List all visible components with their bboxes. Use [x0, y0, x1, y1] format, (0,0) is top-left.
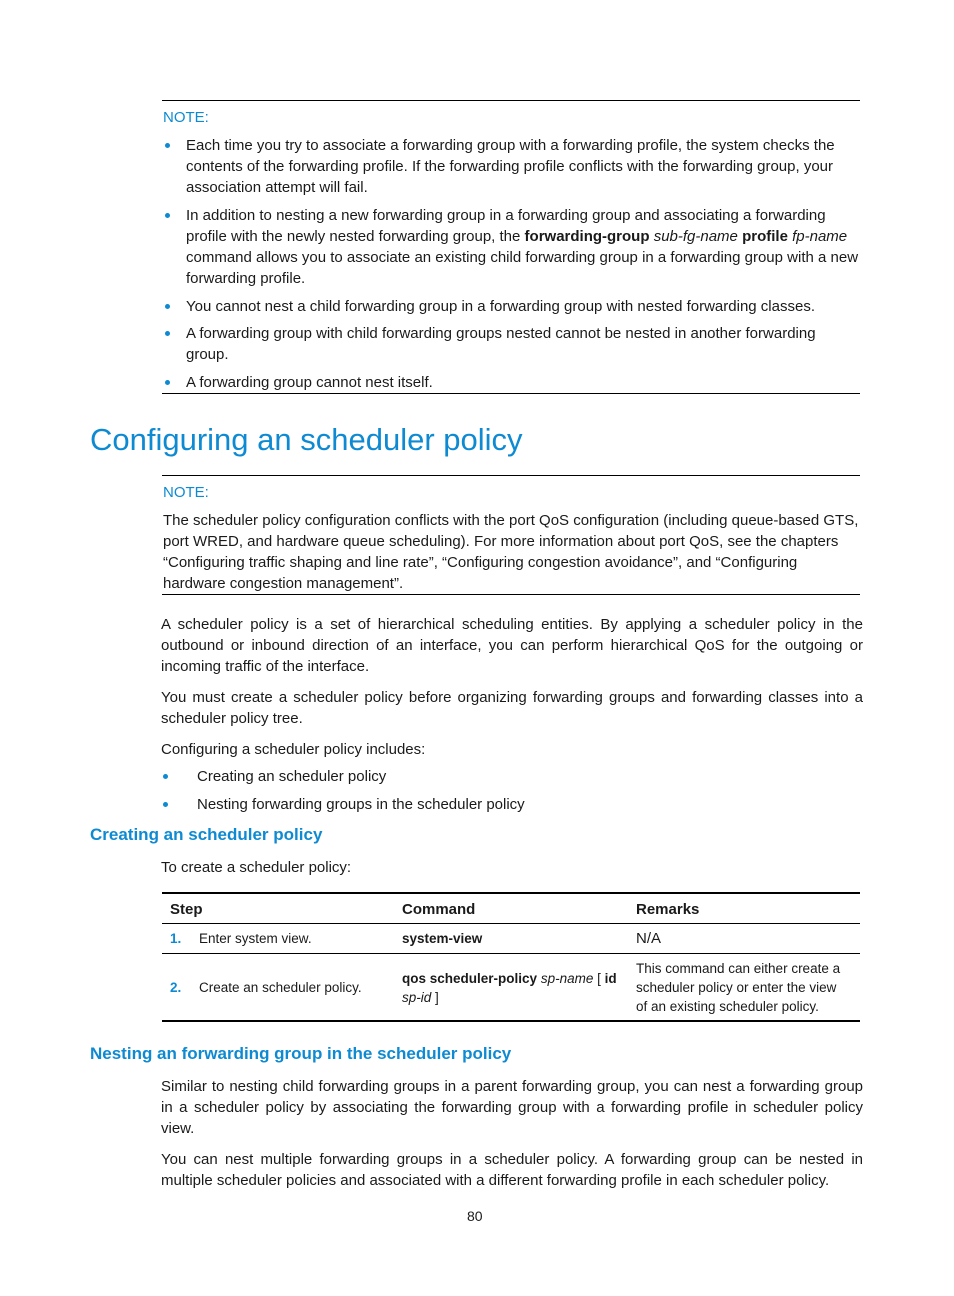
bullet-icon	[165, 143, 170, 148]
bullet-icon	[163, 802, 168, 807]
steps-table	[162, 895, 860, 1022]
paragraph: You can nest multiple forwarding groups in a scheduler policy. A forwarding group can be nested in multiple scheduler policies and associated with a different forwarding profile in each scheduler policy.	[161, 1151, 863, 1189]
bullet-icon	[165, 213, 170, 218]
table-header-remarks: Remarks	[636, 900, 700, 918]
command-keyword: profile	[742, 228, 788, 245]
command-keyword: id	[604, 970, 617, 986]
step-number: 2.	[170, 980, 182, 996]
page-number: 80	[467, 1208, 483, 1224]
step-description: Create an scheduler policy.	[199, 980, 362, 996]
command-bracket: [	[593, 970, 605, 986]
note-bottom-rule	[162, 594, 860, 595]
note-bottom-rule	[162, 393, 860, 394]
paragraph: A scheduler policy is a set of hierarchical scheduling entities. By applying a scheduler policy in the outbound or inbound direction of an interface, you can perform hierarchical QoS for the outgoing or incoming traffic of the interface.	[161, 616, 863, 675]
bullet-icon	[165, 380, 170, 385]
table-row	[162, 954, 860, 1022]
table-header-row	[162, 895, 860, 924]
remarks-text: This command can either create a scheduler policy or enter the view of an existing scheduler policy.	[636, 961, 841, 1015]
note-item-text: command allows you to associate an existing child forwarding group in a forwarding group with a new forwarding profile.	[186, 249, 859, 287]
note-text: The scheduler policy configuration conflicts with the port QoS configuration (including queue-based GTS, port WRED, and hardware queue scheduling). For more information about port QoS, see the chapters “Configuring traffic shaping and line rate”, “Configuring congestion avoidance”, and “Configuring hardware congestion management”.	[163, 512, 859, 592]
bullet-icon	[163, 774, 168, 779]
table-header-step: Step	[170, 900, 203, 918]
table-top-rule	[162, 892, 860, 894]
command-keyword: system-view	[402, 931, 483, 946]
step-description: Enter system view.	[199, 931, 312, 946]
paragraph: Configuring a scheduler policy includes:	[161, 741, 426, 758]
command-bracket: ]	[431, 989, 439, 1005]
remarks-text: N/A	[636, 930, 662, 947]
section-title: Configuring an scheduler policy	[90, 422, 523, 457]
command-arg: sp-id	[402, 989, 432, 1005]
subsection-title: Creating an scheduler policy	[90, 825, 323, 844]
note-top-rule	[162, 100, 860, 101]
paragraph: Similar to nesting child forwarding groups in a parent forwarding group, you can nest a forwarding group in a scheduler policy by associating the forwarding group with a forwarding profile in scheduler policy view.	[161, 1078, 863, 1137]
note-item: Each time you try to associate a forwarding group with a forwarding profile, the system checks the contents of the forwarding profile. If the forwarding profile conflicts with the forwarding group, your association attempt will fail.	[186, 137, 835, 196]
step-number: 1.	[170, 931, 182, 946]
table-bottom-rule	[162, 1020, 860, 1022]
command-arg: sub-fg-name	[653, 228, 738, 245]
table-row	[162, 924, 860, 954]
subsection-title: Nesting an forwarding group in the scheduler policy	[90, 1044, 512, 1063]
table-header-command: Command	[402, 900, 476, 918]
paragraph: You must create a scheduler policy before organizing forwarding groups and forwarding classes into a scheduler policy tree.	[161, 689, 863, 727]
note-item: A forwarding group with child forwarding groups nested cannot be nested in another forwarding group.	[186, 325, 816, 363]
command-keyword: qos scheduler-policy	[402, 970, 538, 986]
command-keyword: forwarding-group	[524, 228, 650, 245]
command-arg: fp-name	[792, 228, 848, 245]
list-item: Nesting forwarding groups in the scheduler policy	[197, 796, 525, 813]
bullet-icon	[165, 331, 170, 336]
note-item: You cannot nest a child forwarding group in a forwarding group with nested forwarding classes.	[186, 298, 815, 315]
note-item: A forwarding group cannot nest itself.	[186, 374, 433, 391]
note-item-text: In addition to nesting a new forwarding group in a forwarding group and associating a forwarding profile with the newly nested forwarding group, the	[186, 207, 826, 245]
note-top-rule	[162, 475, 860, 476]
note-label: NOTE:	[163, 484, 209, 501]
paragraph: To create a scheduler policy:	[161, 859, 352, 876]
list-item: Creating an scheduler policy	[197, 768, 387, 785]
command-arg: sp-name	[540, 970, 594, 986]
note-item	[186, 205, 860, 289]
note-label: NOTE:	[163, 109, 209, 126]
bullet-icon	[165, 304, 170, 309]
